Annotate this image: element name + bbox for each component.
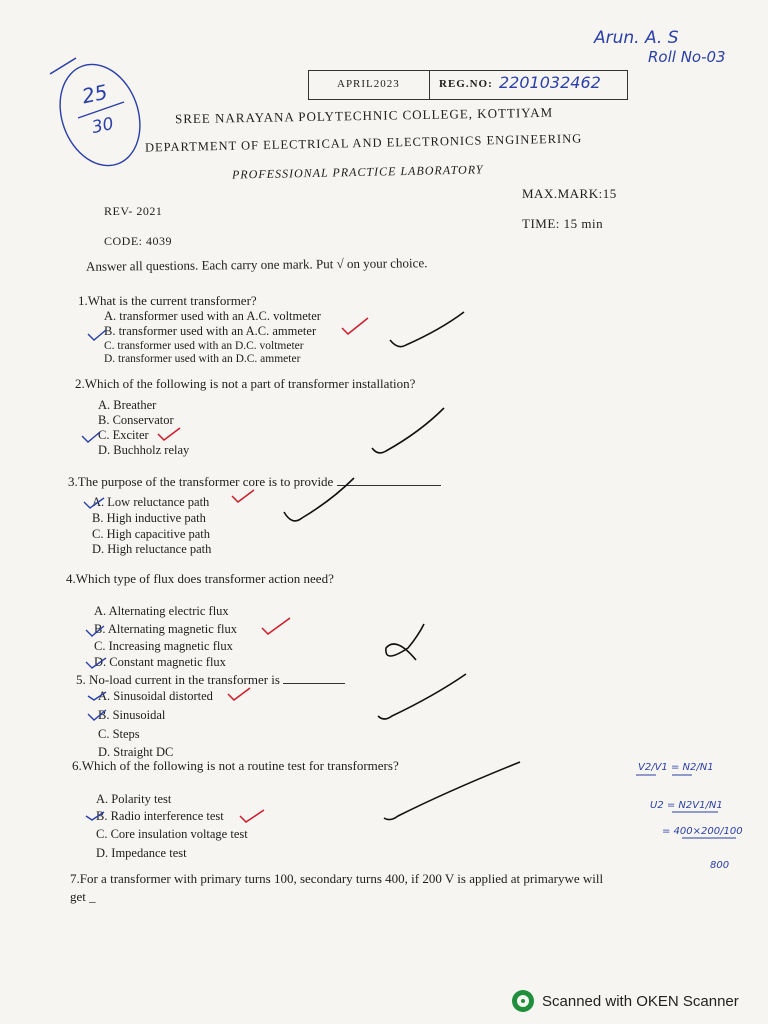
answer-blank xyxy=(337,485,441,486)
check-mark-icon xyxy=(378,674,466,719)
q5-option-b: B. Sinusoidal xyxy=(98,708,166,722)
q2-option-d: D. Buchholz relay xyxy=(98,443,190,457)
wrong-mark-icon xyxy=(386,624,424,660)
exam-date: APRIL2023 xyxy=(337,78,400,90)
q1-option-a: A. transformer used with an A.C. voltmeter xyxy=(104,309,321,323)
q5-option-c: C. Steps xyxy=(98,727,140,741)
q5-option-a: A. Sinusoidal distorted xyxy=(98,689,213,703)
college-name: SREE NARAYANA POLYTECHNIC COLLEGE, KOTTIYAM xyxy=(174,104,554,127)
question-4: 4.Which type of flux does transformer action need? xyxy=(66,571,334,586)
red-tick-icon xyxy=(228,688,250,700)
q1-option-d: D. transformer used with an D.C. ammeter xyxy=(104,353,301,365)
q3-option-b: B. High inductive path xyxy=(92,511,206,525)
question-5 xyxy=(76,672,345,688)
check-mark-icon xyxy=(384,762,520,820)
question-6: 6.Which of the following is not a routine test for transformers? xyxy=(72,758,399,773)
score-circle xyxy=(47,53,154,177)
red-tick-icon xyxy=(240,810,264,822)
calc-line-2: U2 = N2V1/N1 xyxy=(650,800,723,811)
check-mark-icon xyxy=(390,312,464,347)
student-roll: Roll No-03 xyxy=(648,48,726,66)
calc-line-4: 800 xyxy=(710,860,730,871)
exam-time: TIME: 15 min xyxy=(522,216,604,231)
red-tick-icon xyxy=(232,490,254,502)
code-label: CODE: 4039 xyxy=(104,234,172,248)
q2-option-c: C. Exciter xyxy=(98,428,149,442)
question-1: 1.What is the current transformer? xyxy=(78,293,257,308)
q6-option-d: D. Impedance test xyxy=(96,846,187,860)
reg-number: 2201032462 xyxy=(499,73,601,92)
q6-option-b: B. Radio interference test xyxy=(96,809,224,823)
q4-option-a: A. Alternating electric flux xyxy=(94,604,229,618)
question-2: 2.Which of the following is not a part of transformer installation? xyxy=(75,376,416,391)
instructions: Answer all questions. Each carry one mark. Put √ on your choice. xyxy=(85,255,428,274)
q2-option-a: A. Breather xyxy=(98,398,157,412)
score-total: 30 xyxy=(90,113,116,139)
q1-option-b: B. transformer used with an A.C. ammeter xyxy=(104,324,317,338)
reg-box xyxy=(308,70,628,100)
scanner-text: Scanned with OKEN Scanner xyxy=(542,992,739,1010)
question-3-text: 3.The purpose of the transformer core is to provide xyxy=(68,474,334,489)
check-mark-icon xyxy=(372,408,444,453)
oken-logo-icon xyxy=(512,990,534,1012)
red-tick-icon xyxy=(262,618,290,634)
score-obtained: 25 xyxy=(79,79,110,109)
pen-stroke xyxy=(50,58,76,74)
subject-name: PROFESSIONAL PRACTICE LABORATORY xyxy=(231,162,484,182)
q4-option-d: D. Constant magnetic flux xyxy=(94,655,226,669)
student-name: Arun. A. S xyxy=(594,28,679,48)
question-3 xyxy=(68,474,441,490)
scanner-watermark xyxy=(512,988,739,1014)
calc-line-1: V2/V1 = N2/N1 xyxy=(638,762,714,773)
reg-label: REG.NO: xyxy=(439,78,493,90)
q3-option-a: A. Low reluctance path xyxy=(92,495,210,509)
q3-option-d: D. High reluctance path xyxy=(92,542,212,556)
question-5-text: 5. No-load current in the transformer is xyxy=(76,672,280,687)
q4-option-b: B. Alternating magnetic flux xyxy=(94,622,238,636)
answer-blank xyxy=(283,683,345,684)
rev-label: REV- 2021 xyxy=(104,204,163,218)
max-mark: MAX.MARK:15 xyxy=(522,186,617,201)
q6-option-a: A. Polarity test xyxy=(96,792,172,806)
q6-option-c: C. Core insulation voltage test xyxy=(96,827,248,841)
q3-option-c: C. High capacitive path xyxy=(92,527,211,541)
q5-option-d: D. Straight DC xyxy=(98,745,174,759)
department-name: DEPARTMENT OF ELECTRICAL AND ELECTRONICS ENGINEERING xyxy=(144,131,583,155)
q4-option-c: C. Increasing magnetic flux xyxy=(94,639,233,653)
question-7-continuation: get _ xyxy=(70,889,96,904)
red-tick-icon xyxy=(158,428,180,440)
q1-option-c: C. transformer used with an D.C. voltmeter xyxy=(104,340,304,352)
q2-option-b: B. Conservator xyxy=(98,413,174,427)
calc-line-3: = 400×200/100 xyxy=(662,826,743,837)
red-tick-icon xyxy=(342,318,368,334)
question-7: 7.For a transformer with primary turns 100, secondary turns 400, if 200 V is applied at primarywe will xyxy=(70,871,604,886)
